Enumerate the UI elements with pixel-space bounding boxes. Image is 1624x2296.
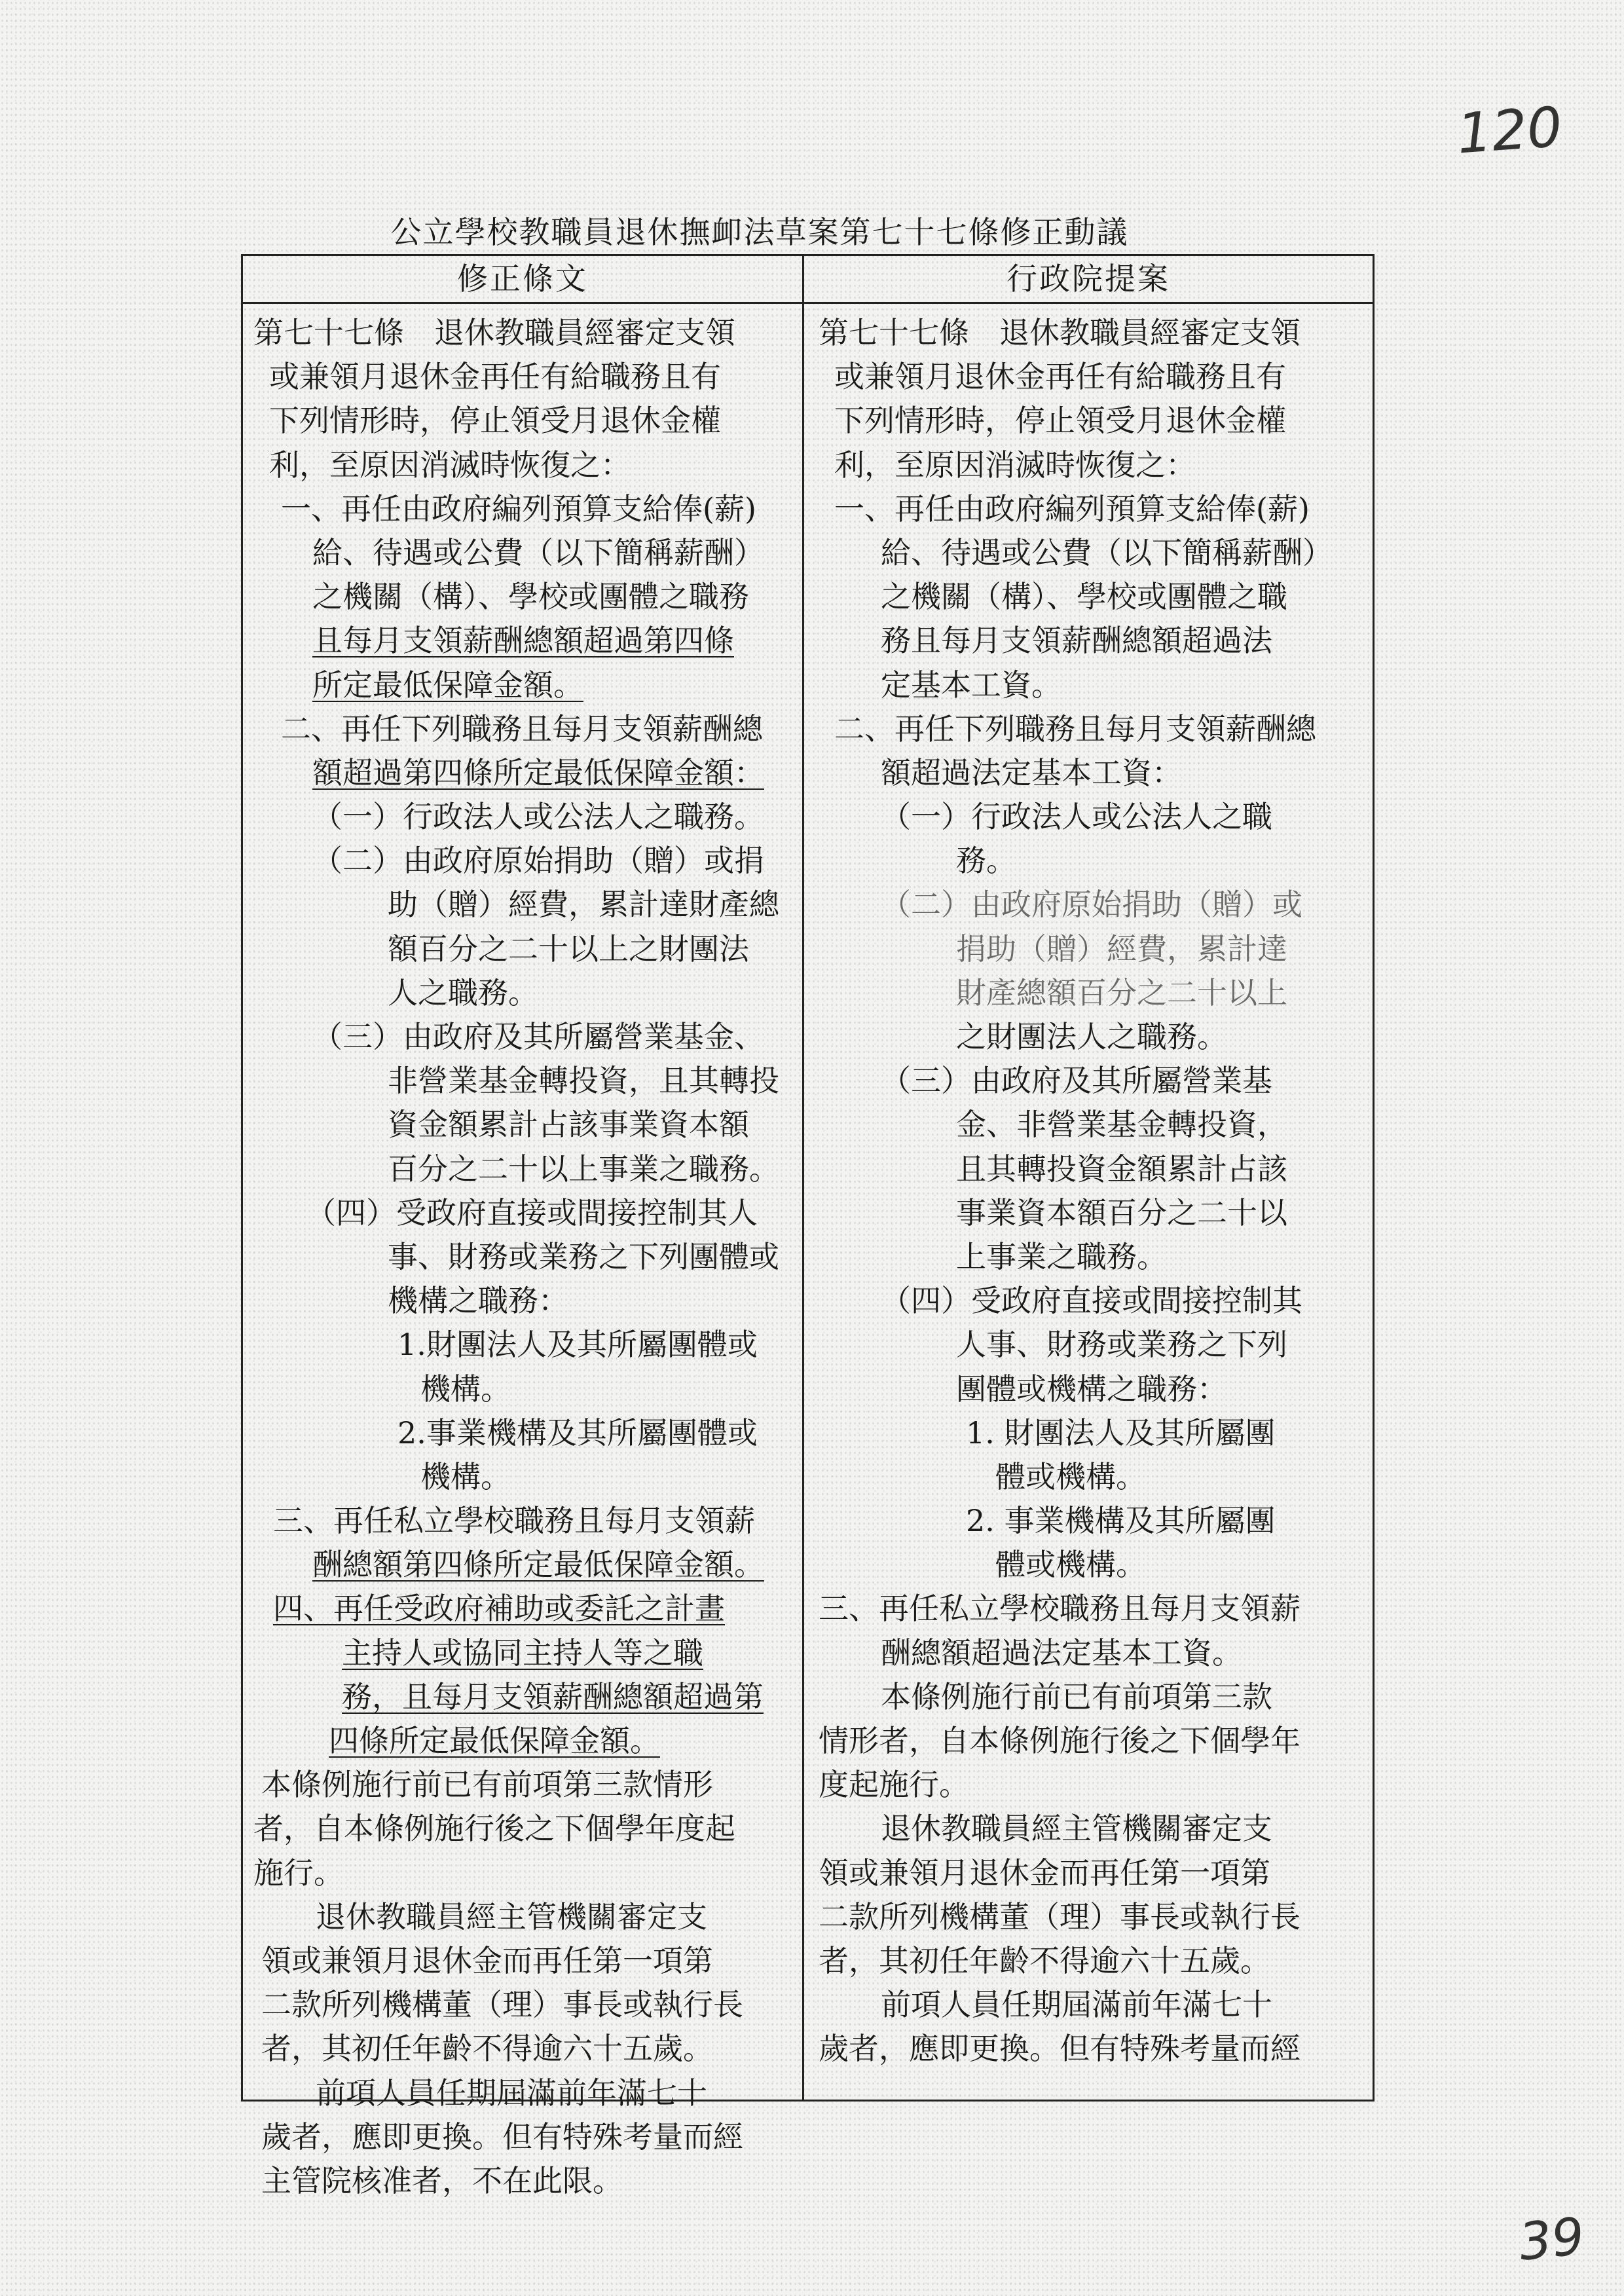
proposal-text-line: 給、待遇或公費（以下簡稱薪酬） <box>881 534 1333 570</box>
amended-text-column <box>253 311 796 2203</box>
amended-text-line: 者，其初任年齡不得逾六十五歲。 <box>261 2031 713 2067</box>
proposal-text-line: 人事、財務或業務之下列 <box>956 1327 1287 1363</box>
proposal-text-line: 體或機構。 <box>995 1458 1146 1494</box>
proposal-text-line: 領或兼領月退休金而再任第一項第 <box>819 1855 1270 1891</box>
proposal-text-line: （二）由政府原始捐助（贈）或 <box>881 887 1302 923</box>
column-header-executive-proposal: 行政院提案 <box>1006 261 1170 297</box>
proposal-text-line: 額超過法定基本工資： <box>881 754 1182 790</box>
proposal-text-line: （四）受政府直接或間接控制其 <box>881 1283 1302 1319</box>
proposal-text-line: 且其轉投資金額累計占該 <box>956 1151 1287 1187</box>
proposal-text-line: 一、再任由政府編列預算支給俸(薪) <box>834 491 1310 527</box>
amended-text-line: 三、再任私立學校職務且每月支領薪 <box>273 1503 755 1539</box>
proposal-text-line: （三）由政府及其所屬營業基 <box>881 1063 1272 1099</box>
proposal-text-line: 情形者，自本條例施行後之下個學年 <box>819 1723 1301 1758</box>
proposal-text-line: 體或機構。 <box>995 1547 1146 1583</box>
amended-text-line: 且每月支領薪酬總額超過第四條 <box>312 623 734 659</box>
amended-text-line: 所定最低保障金額。 <box>312 667 583 703</box>
proposal-text-line: 務。 <box>956 843 1016 879</box>
amended-text-line: 主管院核准者，不在此限。 <box>261 2162 623 2198</box>
proposal-text-line: 利，至原因消滅時恢復之： <box>834 447 1196 483</box>
amended-text-line: 一、再任由政府編列預算支給俸(薪) <box>281 491 756 527</box>
proposal-text-line: 1. 財團法人及其所屬團 <box>966 1415 1276 1451</box>
amended-text-line: 百分之二十以上事業之職務。 <box>388 1151 779 1187</box>
handwritten-page-number: 120 <box>1454 94 1564 166</box>
amended-text-line: 之機關（構）、學校或團體之職務 <box>312 579 749 615</box>
amended-text-line: 務，且每月支領薪酬總額超過第 <box>342 1678 764 1714</box>
proposal-text-line: 事業資本額百分之二十以 <box>956 1194 1287 1231</box>
amended-text-line: 酬總額第四條所定最低保障金額。 <box>312 1547 764 1583</box>
amended-text-line: （一）行政法人或公法人之職務。 <box>312 799 764 835</box>
executive-proposal-column <box>819 311 1362 2071</box>
column-header-amended-text: 修正條文 <box>457 261 588 297</box>
proposal-text-line: 二、再任下列職務且每月支領薪酬總 <box>834 711 1316 747</box>
proposal-text-line: 第七十七條 退休教職員經審定支領 <box>819 315 1301 350</box>
proposal-text-line: 團體或機構之職務： <box>956 1371 1227 1407</box>
proposal-text-line: 務且每月支領薪酬總額超過法 <box>881 623 1272 659</box>
amended-text-line: 機構。 <box>420 1371 511 1407</box>
proposal-text-line: 歲者，應即更換。但有特殊考量而經 <box>819 2031 1301 2067</box>
amended-text-line: （二）由政府原始捐助（贈）或捐 <box>312 843 764 879</box>
amended-text-line: 下列情形時，停止領受月退休金權 <box>269 403 721 439</box>
amended-text-line: 領或兼領月退休金而再任第一項第 <box>261 1942 713 1978</box>
amended-text-line: 二、再任下列職務且每月支領薪酬總 <box>281 711 763 747</box>
amended-text-line: 四、再任受政府補助或委託之計畫 <box>273 1591 725 1627</box>
amended-text-line: （四）受政府直接或間接控制其人 <box>306 1194 758 1231</box>
amended-text-line: 額百分之二十以上之財團法 <box>388 931 749 967</box>
column-divider <box>802 256 804 2100</box>
header-divider <box>243 302 1373 304</box>
amended-text-line: 資金額累計占該事業資本額 <box>388 1107 749 1143</box>
proposal-text-line: 三、再任私立學校職務且每月支領薪 <box>819 1591 1301 1627</box>
proposal-text-line: 者，其初任年齡不得逾六十五歲。 <box>819 1942 1270 1978</box>
proposal-text-line: 定基本工資。 <box>881 667 1061 703</box>
proposal-text-line: 上事業之職務。 <box>956 1238 1167 1274</box>
amended-text-line: 四條所定最低保障金額。 <box>329 1723 660 1758</box>
amended-text-line: 者，自本條例施行後之下個學年度起 <box>253 1811 735 1847</box>
proposal-text-line: 度起施行。 <box>819 1767 969 1803</box>
proposal-text-line: （一）行政法人或公法人之職 <box>881 799 1272 835</box>
proposal-text-line: 二款所列機構董（理）事長或執行長 <box>819 1898 1301 1935</box>
amended-text-line: 機構之職務： <box>388 1283 568 1319</box>
amended-text-line: 給、待遇或公費（以下簡稱薪酬） <box>312 534 764 570</box>
proposal-text-line: 退休教職員經主管機關審定支 <box>881 1811 1272 1847</box>
amended-text-line: 歲者，應即更換。但有特殊考量而經 <box>261 2119 743 2155</box>
amended-text-line: 1.財團法人及其所屬團體或 <box>397 1327 758 1363</box>
amended-text-line: 利，至原因消滅時恢復之： <box>269 447 631 483</box>
proposal-text-line: 酬總額超過法定基本工資。 <box>881 1635 1242 1671</box>
proposal-text-line: 2. 事業機構及其所屬團 <box>966 1503 1276 1539</box>
amended-text-line: 非營業基金轉投資，且其轉投 <box>388 1063 779 1099</box>
amended-text-line: 額超過第四條所定最低保障金額： <box>312 754 764 790</box>
document-title: 公立學校教職員退休撫卹法草案第七十七條修正動議 <box>390 215 1129 251</box>
proposal-text-line: 本條例施行前已有前項第三款 <box>881 1678 1272 1714</box>
amended-text-line: 機構。 <box>420 1458 511 1494</box>
proposal-text-line: 前項人員任期屆滿前年滿七十 <box>881 1987 1272 2023</box>
proposal-text-line: 或兼領月退休金再任有給職務且有 <box>834 359 1286 395</box>
amended-text-line: 2.事業機構及其所屬團體或 <box>397 1415 758 1451</box>
amended-text-line: 或兼領月退休金再任有給職務且有 <box>269 359 721 395</box>
amended-text-line: 退休教職員經主管機關審定支 <box>316 1898 707 1935</box>
amended-text-line: 二款所列機構董（理）事長或執行長 <box>261 1987 743 2023</box>
handwritten-sheet-number: 39 <box>1516 2207 1587 2272</box>
amended-text-line: 施行。 <box>253 1855 344 1891</box>
comparison-table <box>241 254 1375 2198</box>
amended-text-line: 前項人員任期屆滿前年滿七十 <box>316 2075 707 2111</box>
proposal-text-line: 下列情形時，停止領受月退休金權 <box>834 403 1286 439</box>
amended-text-line: 主持人或協同主持人等之職 <box>342 1635 703 1671</box>
proposal-text-line: 之機關（構）、學校或團體之職 <box>881 579 1287 615</box>
amended-text-line: 本條例施行前已有前項第三款情形 <box>261 1767 713 1803</box>
amended-text-line: （三）由政府及其所屬營業基金、 <box>312 1019 764 1054</box>
proposal-text-line: 金、非營業基金轉投資， <box>956 1107 1287 1143</box>
amended-text-line: 人之職務。 <box>388 974 538 1010</box>
amended-text-line: 助（贈）經費，累計達財產總 <box>388 887 779 923</box>
proposal-text-line: 捐助（贈）經費，累計達 <box>956 931 1287 967</box>
amended-text-line: 事、財務或業務之下列團體或 <box>388 1238 779 1274</box>
amended-text-line: 第七十七條 退休教職員經審定支領 <box>253 315 735 350</box>
proposal-text-line: 財產總額百分之二十以上 <box>956 974 1287 1010</box>
proposal-text-line: 之財團法人之職務。 <box>956 1019 1227 1054</box>
